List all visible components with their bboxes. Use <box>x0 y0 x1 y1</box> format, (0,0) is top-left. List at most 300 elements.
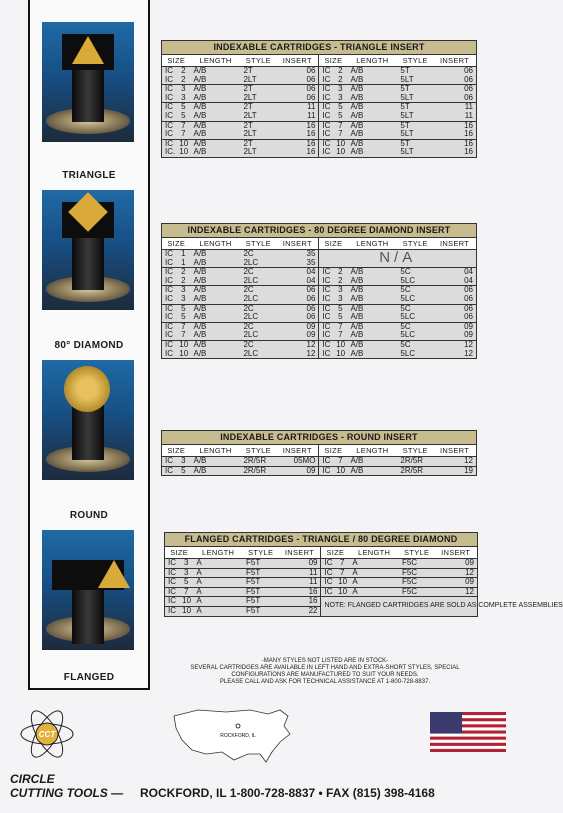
table-cell: 5 <box>338 110 343 120</box>
table-cell: 5LC <box>400 348 416 358</box>
table-cell: IC <box>319 148 333 157</box>
table-cell: IC <box>162 286 176 295</box>
triangle-insert-table <box>161 40 477 158</box>
table-cell: IC <box>165 568 179 578</box>
table-cell: 35 <box>306 257 316 267</box>
note-line: -MANY STYLES NOT LISTED ARE IN STOCK- <box>261 658 389 664</box>
table-cell: A <box>193 568 243 578</box>
table-cell: A/B <box>193 330 207 340</box>
table-cell: IC <box>165 110 173 120</box>
table-cell: 2LC <box>243 312 259 322</box>
table-cell: 7 <box>340 558 345 567</box>
table-cell: A/B <box>191 304 241 313</box>
table-cell: 09 <box>276 466 319 475</box>
table-cell: 2C <box>240 322 276 331</box>
table-cell: 3 <box>181 456 186 465</box>
table-cell: 2LT <box>243 74 257 84</box>
table-cell: 12 <box>276 340 319 349</box>
table-cell: 5LC <box>400 330 416 340</box>
table-cell: A/B <box>193 312 207 322</box>
table-cell: 16 <box>306 129 316 139</box>
table-cell: 2C <box>240 286 276 295</box>
column-header: LENGTH <box>347 445 397 457</box>
table-cell: IC <box>162 268 176 277</box>
table-cell: 10 <box>176 139 190 148</box>
column-header: SIZE <box>319 445 348 457</box>
table-cell: F5C <box>399 587 434 597</box>
table-cell: 2T <box>240 121 276 130</box>
table-cell: A/B <box>347 286 397 295</box>
table-cell: 09 <box>464 330 473 340</box>
table-cell: 2C <box>243 249 254 258</box>
table-cell: F5T <box>243 587 278 597</box>
table-cell: IC <box>165 312 173 322</box>
table-cell: IC <box>321 568 335 578</box>
table-row <box>162 313 476 322</box>
table-cell: IC <box>321 587 335 597</box>
column-header: STYLE <box>243 547 278 559</box>
table-cell: A/B <box>193 293 207 303</box>
header-row <box>162 55 476 67</box>
assembly-note: NOTE: FLANGED CARTRIDGES ARE SOLD AS COMPLETE ASSEMBLIES <box>321 597 477 616</box>
column-header: SIZE <box>162 445 191 457</box>
caption-diamond: 80° DIAMOND <box>54 340 124 351</box>
table-cell: A/B <box>350 66 364 75</box>
table-cell: 3 <box>338 293 343 303</box>
table-cell: 5 <box>176 304 190 313</box>
table-row <box>162 148 476 157</box>
table-cell: 11 <box>278 568 321 578</box>
table-cell: A/B <box>347 268 397 277</box>
round-insert-table <box>161 430 477 476</box>
table-cell: A/B <box>350 92 364 102</box>
table-cell: IC <box>165 578 179 588</box>
company-name-line2: CUTTING TOOLS — <box>10 786 124 800</box>
table-cell: 2T <box>243 66 253 75</box>
table-cell: F5C <box>399 578 434 588</box>
table-cell: 05MO <box>293 456 316 465</box>
table-cell: A/B <box>347 121 397 130</box>
column-header: SIZE <box>319 238 348 250</box>
table-row <box>165 559 477 569</box>
table-cell: 2R/5R <box>400 456 424 465</box>
table-row <box>162 277 476 286</box>
note-line: PLEASE CALL AND ASK FOR TECHNICAL ASSISTANCE AT 1-800-728-8837. <box>219 679 431 685</box>
table-cell: IC <box>319 103 333 112</box>
table-cell: 10 <box>333 340 347 349</box>
table-cell: 2LT <box>243 129 257 139</box>
header-row <box>162 238 476 250</box>
table-row <box>162 130 476 139</box>
table-cell: 5LT <box>400 74 414 84</box>
table-cell: 16 <box>276 121 319 130</box>
table-cell: A/B <box>193 257 207 267</box>
table-cell: A/B <box>193 249 207 258</box>
table-cell: IC <box>168 558 176 567</box>
table-row <box>162 286 476 295</box>
table-cell: 06 <box>464 92 473 102</box>
table-cell: IC <box>162 322 176 331</box>
table-cell: F5T <box>243 597 278 607</box>
table-cell: IC <box>165 293 173 303</box>
table-cell: A/B <box>193 92 207 102</box>
table-cell: A <box>193 587 243 597</box>
table-cell: 10 <box>179 348 189 358</box>
table-cell: 2 <box>181 66 186 75</box>
column-header: LENGTH <box>191 55 241 67</box>
product-sidebar <box>28 0 150 690</box>
table-cell: 06 <box>433 286 476 295</box>
table-cell: 09 <box>433 322 476 331</box>
column-header: SIZE <box>162 238 191 250</box>
table-cell: 10 <box>333 139 347 148</box>
table-cell: 2LC <box>243 275 259 285</box>
column-header: INSERT <box>278 547 321 559</box>
table-cell: 04 <box>306 275 316 285</box>
table-cell: IC <box>319 340 333 349</box>
flanged-cartridge-photo <box>42 530 134 650</box>
table-cell: IC. <box>165 147 176 157</box>
table-cell: 3 <box>333 85 347 94</box>
table-row <box>162 112 476 121</box>
table-cell: A/B <box>191 139 241 148</box>
column-header: LENGTH <box>191 238 241 250</box>
table-cell: 11 <box>464 110 473 120</box>
note-line: SEVERAL CARTRIDGES ARE AVAILABLE IN LEFT HAND AND EXTRA-SHORT STYLES, SPECIAL <box>190 665 460 671</box>
table-cell: 12 <box>464 348 473 358</box>
table-cell: 09 <box>276 322 319 331</box>
table-cell: 3 <box>181 293 186 303</box>
table-cell: IC <box>165 348 173 358</box>
table-cell: IC <box>319 295 333 304</box>
table-cell: 2C <box>240 268 276 277</box>
table-row <box>162 103 476 112</box>
table-cell: IC <box>319 313 333 322</box>
table-cell: IC <box>319 304 333 313</box>
table-cell: 2 <box>181 275 186 285</box>
table-cell: IC <box>319 76 333 85</box>
table-cell: 3 <box>176 286 190 295</box>
table-row <box>162 85 476 94</box>
table-cell: 5LC <box>400 293 416 303</box>
table-cell: 7 <box>338 456 343 465</box>
table-cell: A/B <box>193 275 207 285</box>
table-cell: 5T <box>397 139 433 148</box>
table-cell: 06 <box>306 66 316 75</box>
table-cell: 06 <box>464 293 473 303</box>
table-cell: IC <box>165 587 179 597</box>
table-cell: A <box>349 578 399 588</box>
table-cell: 5C <box>397 304 433 313</box>
table-row <box>162 94 476 103</box>
table-cell: 7 <box>176 121 190 130</box>
table-cell: IC <box>319 112 333 121</box>
not-available-cell: N/A <box>319 250 476 268</box>
table-cell: 2C <box>240 340 276 349</box>
diamond-cartridge-photo <box>42 190 134 310</box>
column-header: STYLE <box>397 445 433 457</box>
table-cell: 2T <box>240 85 276 94</box>
table-cell: 12 <box>464 456 473 465</box>
table-cell: A/B <box>350 110 364 120</box>
table-cell: 10 <box>336 147 346 157</box>
contact-info: ROCKFORD, IL 1-800-728-8837 • FAX (815) 398-4168 <box>140 786 435 800</box>
column-header: STYLE <box>397 238 433 250</box>
table-row <box>162 76 476 85</box>
table-cell: 10 <box>179 147 189 157</box>
diamond-insert-table <box>161 223 477 359</box>
table-cell: A/B <box>347 340 397 349</box>
table-cell: 2LC <box>243 257 259 267</box>
caption-round: ROUND <box>69 510 109 521</box>
table-cell: 06 <box>306 312 316 322</box>
table-row <box>165 568 477 578</box>
table-cell: 16 <box>464 147 473 157</box>
table-cell: 5 <box>176 466 190 475</box>
table-cell: 7 <box>181 330 186 340</box>
table-cell: F5C <box>399 568 434 578</box>
table-cell: 06 <box>276 304 319 313</box>
table-cell: 2LT <box>243 92 257 102</box>
table-cell: 06 <box>306 92 316 102</box>
table-cell: IC <box>319 457 333 467</box>
table-cell: 10 <box>176 340 190 349</box>
table-cell: F5C <box>401 558 418 567</box>
table-cell: 3 <box>179 568 193 578</box>
column-header: LENGTH <box>191 445 241 457</box>
table-cell: 7 <box>176 322 190 331</box>
table-cell: A/B <box>350 456 364 465</box>
table-cell: 35 <box>306 249 316 258</box>
us-map-outline <box>168 704 296 766</box>
table-cell: A/B <box>350 275 364 285</box>
column-header: LENGTH <box>349 547 399 559</box>
table-cell: A/B <box>350 312 364 322</box>
logo-text: CCT <box>38 730 56 739</box>
table-row <box>162 331 476 340</box>
column-header: LENGTH <box>347 55 397 67</box>
table-cell: 7 <box>333 121 347 130</box>
table-row <box>162 322 476 331</box>
table-cell: 7 <box>338 129 343 139</box>
table-cell: IC <box>319 331 333 340</box>
table-cell: IC <box>162 103 176 112</box>
header-row <box>165 547 477 559</box>
table-cell: 3 <box>333 286 347 295</box>
table-cell: IC <box>165 74 173 84</box>
table-cell: 16 <box>433 139 476 148</box>
table-cell: 10 <box>335 578 349 588</box>
table-cell: IC <box>319 350 333 359</box>
table-cell: 5C <box>397 322 433 331</box>
table-cell: IC <box>321 578 335 588</box>
flanged-cartridge-table <box>164 532 563 617</box>
table-cell: 5 <box>179 578 193 588</box>
table-cell: IC <box>165 66 173 75</box>
table-cell: A/B <box>347 322 397 331</box>
table-row <box>162 350 476 359</box>
table-cell: IC <box>319 322 333 331</box>
table-cell: 2T <box>240 103 276 112</box>
table-row <box>165 578 477 588</box>
table-cell: IC <box>165 92 173 102</box>
table-cell: A <box>193 578 243 588</box>
table-cell: 06 <box>464 66 473 75</box>
table-row <box>162 304 476 313</box>
column-header: INSERT <box>276 445 319 457</box>
table-cell: 10 <box>179 597 193 607</box>
table-cell: IC <box>165 597 179 607</box>
table-cell: 2LT <box>243 147 257 157</box>
table-cell: 5C <box>397 268 433 277</box>
table-cell: 3 <box>338 92 343 102</box>
table-cell: 2 <box>338 74 343 84</box>
table-cell: 10 <box>335 587 349 597</box>
table-cell: 16 <box>464 129 473 139</box>
table-cell: 2C <box>240 304 276 313</box>
column-header: SIZE <box>319 55 348 67</box>
table-cell: IC <box>162 466 176 475</box>
caption-flanged: FLANGED <box>63 672 115 683</box>
table-cell: 04 <box>464 275 473 285</box>
table-cell: IC <box>162 304 176 313</box>
table-row <box>162 250 476 259</box>
table-cell: 2 <box>333 268 347 277</box>
table-row <box>162 268 476 277</box>
table-cell: F5T <box>243 568 278 578</box>
table-row <box>165 597 477 607</box>
table-cell: 09 <box>306 330 316 340</box>
table-cell: 2 <box>176 268 190 277</box>
table-cell: 09 <box>465 558 474 567</box>
table-cell: A <box>193 606 243 615</box>
table-cell: A/B <box>191 286 241 295</box>
table-cell: 5T <box>397 103 433 112</box>
table-cell: 11 <box>433 103 476 112</box>
table-cell: IC <box>319 466 333 475</box>
table-cell: A/B <box>347 466 397 475</box>
table-cell: A/B <box>347 139 397 148</box>
table-title: INDEXABLE CARTRIDGES - ROUND INSERT <box>162 431 476 445</box>
us-flag-icon <box>430 712 506 752</box>
table-cell: IC <box>165 275 173 285</box>
table-cell: A/B <box>347 85 397 94</box>
table-row <box>162 457 476 467</box>
table-cell: 2T <box>240 139 276 148</box>
column-header: SIZE <box>321 547 349 559</box>
table-cell: IC <box>319 130 333 139</box>
table-cell: IC <box>162 139 176 148</box>
table-cell: 06 <box>276 85 319 94</box>
table-cell: 16 <box>278 597 321 607</box>
table-cell: 11 <box>278 578 321 588</box>
table-cell: 16 <box>433 121 476 130</box>
column-header: SIZE <box>165 547 193 559</box>
table-row <box>162 139 476 148</box>
column-header: STYLE <box>397 55 433 67</box>
table-cell: 1 <box>181 257 186 267</box>
table-cell: A/B <box>193 129 207 139</box>
table-cell: 5 <box>181 312 186 322</box>
column-header: LENGTH <box>347 238 397 250</box>
table-cell: 10 <box>333 466 347 475</box>
column-header: INSERT <box>433 55 476 67</box>
table-title: FLANGED CARTRIDGES - TRIANGLE / 80 DEGREE DIAMOND <box>165 533 477 547</box>
table-cell: 5C <box>397 340 433 349</box>
table-cell: 3 <box>184 558 189 567</box>
note-line: CONFIGURATIONS ARE MANUFACTURED TO SUIT YOUR NEEDS. <box>231 672 419 678</box>
table-cell: F5T <box>243 606 278 615</box>
table-cell: A/B <box>347 304 397 313</box>
table-cell: 5T <box>397 85 433 94</box>
caption-triangle: TRIANGLE <box>62 170 116 181</box>
table-cell: IC <box>165 249 173 258</box>
table-cell: IC <box>319 268 333 277</box>
column-header: INSERT <box>276 55 319 67</box>
table-cell: A/B <box>350 293 364 303</box>
table-cell: A/B <box>191 322 241 331</box>
table-cell: 2LC <box>243 330 259 340</box>
table-cell: 5 <box>338 312 343 322</box>
column-header: STYLE <box>240 55 276 67</box>
table-cell: 11 <box>307 110 316 120</box>
table-cell: 16 <box>276 139 319 148</box>
table-cell: IC <box>319 121 333 130</box>
table-cell: 5LT <box>400 147 414 157</box>
table-cell: A/B <box>193 147 207 157</box>
table-row <box>162 121 476 130</box>
table-cell: IC <box>165 456 173 465</box>
table-cell: 06 <box>276 286 319 295</box>
column-header: LENGTH <box>193 547 243 559</box>
table-cell: 3 <box>176 85 190 94</box>
table-cell: 3 <box>181 92 186 102</box>
table-cell: 06 <box>433 304 476 313</box>
table-cell: 2LC <box>243 293 259 303</box>
table-cell: 09 <box>434 578 477 588</box>
table-cell: IC <box>162 340 176 349</box>
table-cell: IC <box>319 139 333 148</box>
table-cell: 06 <box>306 74 316 84</box>
table-cell: 04 <box>276 268 319 277</box>
table-cell: A/B <box>350 129 364 139</box>
table-cell: 19 <box>433 466 476 475</box>
table-cell: IC <box>165 330 173 340</box>
table-cell: 10 <box>179 606 193 615</box>
table-cell: A/B <box>350 74 364 84</box>
table-cell: F5T <box>243 578 278 588</box>
table-cell: 5LC <box>400 275 416 285</box>
table-cell: A/B <box>350 348 364 358</box>
table-cell: A/B <box>193 74 207 84</box>
table-cell: A/B <box>191 85 241 94</box>
table-cell: 7 <box>181 129 186 139</box>
table-cell: IC <box>321 559 335 569</box>
column-header: INSERT <box>433 445 476 457</box>
table-cell: IC <box>165 606 179 615</box>
table-cell: IC <box>319 85 333 94</box>
round-cartridge-photo <box>42 360 134 480</box>
table-cell: IC <box>165 129 173 139</box>
table-cell: 22 <box>278 606 321 615</box>
table-cell: 5 <box>176 103 190 112</box>
table-cell: 5LT <box>400 110 414 120</box>
table-cell: 5T <box>400 66 410 75</box>
column-header: INSERT <box>434 547 477 559</box>
table-row <box>162 295 476 304</box>
table-cell: A <box>349 568 399 578</box>
cct-atom-logo <box>18 705 76 763</box>
